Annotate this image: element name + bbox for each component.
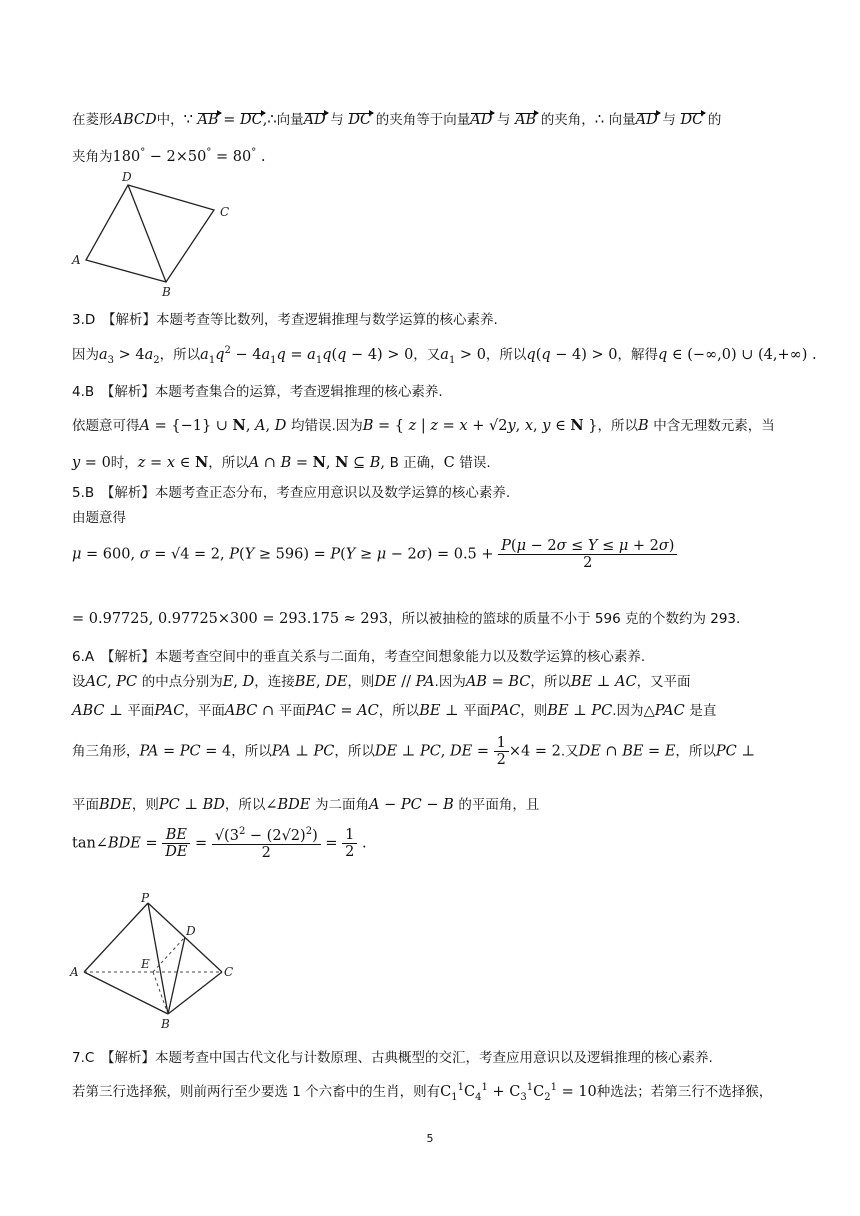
text: 若第三行选择猴，则前两行至少要选 1 个六畜中的生肖，则有 [72, 1084, 441, 1100]
q6-heading: 6.A 【解析】本题考查空间中的垂直关系与二面角，考查空间想象能力以及数学运算的核心素养. [72, 649, 646, 665]
text: 向量 [608, 112, 636, 128]
text: ，所以 [224, 797, 266, 813]
q6-line-4: 平面BDE，则PC ⊥ BD，所以∠BDE 为二面角A − PC − B 的平面角，且 [72, 797, 540, 813]
q5-formula: μ = 600, σ = √4 = 2, P(Y ≥ 596) = P(Y ≥ μ − 2σ) = 0.5 + $\frac{P(\mu - 2\sigma \le Y \le \mu + 2\sigma)}{2}$ [72, 538, 677, 571]
text: ，所以 [378, 703, 420, 719]
text: ，解得 [617, 347, 659, 363]
text: 平面 [463, 703, 491, 719]
text: 均错误.因为 [290, 418, 363, 434]
label-C: C [224, 965, 234, 979]
text: .又 [560, 743, 579, 760]
pyramid-figure [64, 890, 244, 1032]
text: ，所以 [231, 743, 272, 760]
text: 为二面角 [315, 797, 370, 813]
text: 的 [707, 112, 722, 128]
text: 错误. [459, 455, 491, 471]
text: ，又平面 [636, 674, 691, 690]
rhombus-line-2: 夹角为180° − 2×50° = 80° . [72, 147, 266, 165]
q6-line-3: 角三角形，PA = PC = 4，所以PA ⊥ PC，所以DE ⊥ PC, DE = $\frac{1}{2}$ ×4 = 2.又DE ∩ BE = E，所以PC ⊥ [72, 735, 756, 768]
text: 角三角形， [72, 743, 140, 760]
label-D: D [186, 924, 196, 938]
text: ，所以 [530, 674, 571, 690]
label-B: B [162, 285, 171, 299]
text: 向量 [276, 112, 304, 128]
text: 依题意可得 [72, 418, 140, 434]
page-number: 5 [426, 1132, 434, 1145]
q4-body-1: 依题意可得A = {−1} ∪ N, A, D 均错误.因为B = { z | z = x + √2y, x, y ∈ N }，所以B 中含无理数元素，当 [72, 417, 775, 434]
text: 在菱形 [72, 112, 113, 128]
text: 夹角为 [72, 149, 113, 165]
q3-body: 因为$a_3 > 4a_2$，所以$a_1q^2 - 4a_1q = a_1q(q - 4) > 0$，又$a_1 > 0$，所以q(q − 4) > 0，解得q ∈ (−∞,0) ∪ (4,+∞) . [72, 345, 817, 366]
text: 与 [496, 112, 511, 128]
text: ，所以 [159, 347, 201, 363]
label-A: A [72, 253, 81, 267]
q6-line-2: ABC ⊥ 平面PAC，平面ABC ∩ 平面PAC = AC，所以BE ⊥ 平面PAC，则BE ⊥ PC.因为△PAC 是直 [72, 703, 717, 719]
text: 中， [156, 112, 184, 128]
label-D: D [122, 170, 132, 184]
text: ，所以 [597, 418, 639, 434]
text: 因为 [72, 347, 99, 363]
text: 的平面角，且 [458, 797, 540, 813]
text: ，连接 [254, 674, 295, 690]
text: 与 [330, 112, 344, 128]
rhombus-line-1: 在菱形ABCD中，∵ AB = DC,∴向量AD 与 DC 的夹角等于向量AD 与 AB 的夹角，∴ 向量AD 与 DC 的 [72, 112, 722, 128]
text: B 正确， [389, 455, 444, 471]
text: 种选法；若第三行不选择猴， [596, 1084, 773, 1100]
q6-tan-formula: tan∠BDE = $\frac{BE}{DE}$ = $\frac{√(3^2 - (2√2)^2)}{2}$ = $\frac{1}{2}$ . [72, 826, 367, 861]
text: 与 [662, 112, 676, 128]
rhombus-figure [64, 168, 254, 300]
text: 中含无理数元素，当 [653, 418, 775, 434]
text: 的夹角等于向量 [375, 112, 471, 128]
text: ，所以被抽检的篮球的质量不小于 596 克的个数约为 293. [388, 611, 741, 627]
text: 的夹角， [540, 112, 595, 128]
q4-body-2: y = 0时，z = x ∈ N，所以A ∩ B = N, N ⊆ B, B 正确，C 错误. [72, 454, 491, 471]
text: 平面 [127, 703, 155, 719]
q6-line-1: 设AC, PC 的中点分别为E, D，连接BE, DE，则DE // PA.因为AB = BC，所以BE ⊥ AC，又平面 [72, 674, 691, 690]
text: 平面 [278, 703, 306, 719]
text: ，则 [520, 703, 548, 719]
label-B: B [161, 1017, 170, 1031]
q4-heading: 4.B 【解析】本题考查集合的运算，考查逻辑推理的核心素养. [72, 384, 443, 400]
label-P: P [141, 891, 150, 905]
text: ，所以 [334, 743, 375, 760]
text: 时， [110, 455, 138, 471]
q5-heading: 5.B 【解析】本题考查正态分布，考查应用意识以及数学运算的核心素养. [72, 485, 511, 501]
text: .因为 [612, 703, 644, 719]
q3-heading: 3.D 【解析】本题考查等比数列，考查逻辑推理与数学运算的核心素养. [72, 312, 498, 328]
q5-result: = 0.97725, 0.97725×300 = 293.175 ≈ 293，所以被抽检的篮球的质量不小于 596 克的个数约为 293. [72, 611, 741, 627]
q5-intro: 由题意得 [72, 510, 126, 526]
text: ，又 [413, 347, 441, 363]
text: ，则 [131, 797, 159, 813]
text: ，所以 [208, 455, 249, 471]
text: 是直 [689, 703, 717, 719]
label-E: E [141, 957, 150, 971]
q7-heading: 7.C 【解析】本题考查中国古代文化与计数原理、古典概型的交汇，考查应用意识以及逻辑推理的核心素养. [72, 1050, 713, 1066]
label-C: C [220, 205, 230, 219]
label-A: A [70, 965, 79, 979]
text: .因为 [434, 674, 466, 690]
text: 设 [72, 674, 86, 690]
q7-line-1: 若第三行选择猴，则前两行至少要选 1 个六畜中的生肖，则有$C_1^1C_4^1 + C_3^1C_2^1 = 10$种选法；若第三行不选择猴， [72, 1082, 773, 1103]
text: ，则 [347, 674, 375, 690]
text: ，所以 [675, 743, 716, 760]
text: 平面 [72, 797, 99, 813]
text: ，所以 [485, 347, 527, 363]
text: 的中点分别为 [141, 674, 223, 690]
text: ，平面 [184, 703, 225, 719]
